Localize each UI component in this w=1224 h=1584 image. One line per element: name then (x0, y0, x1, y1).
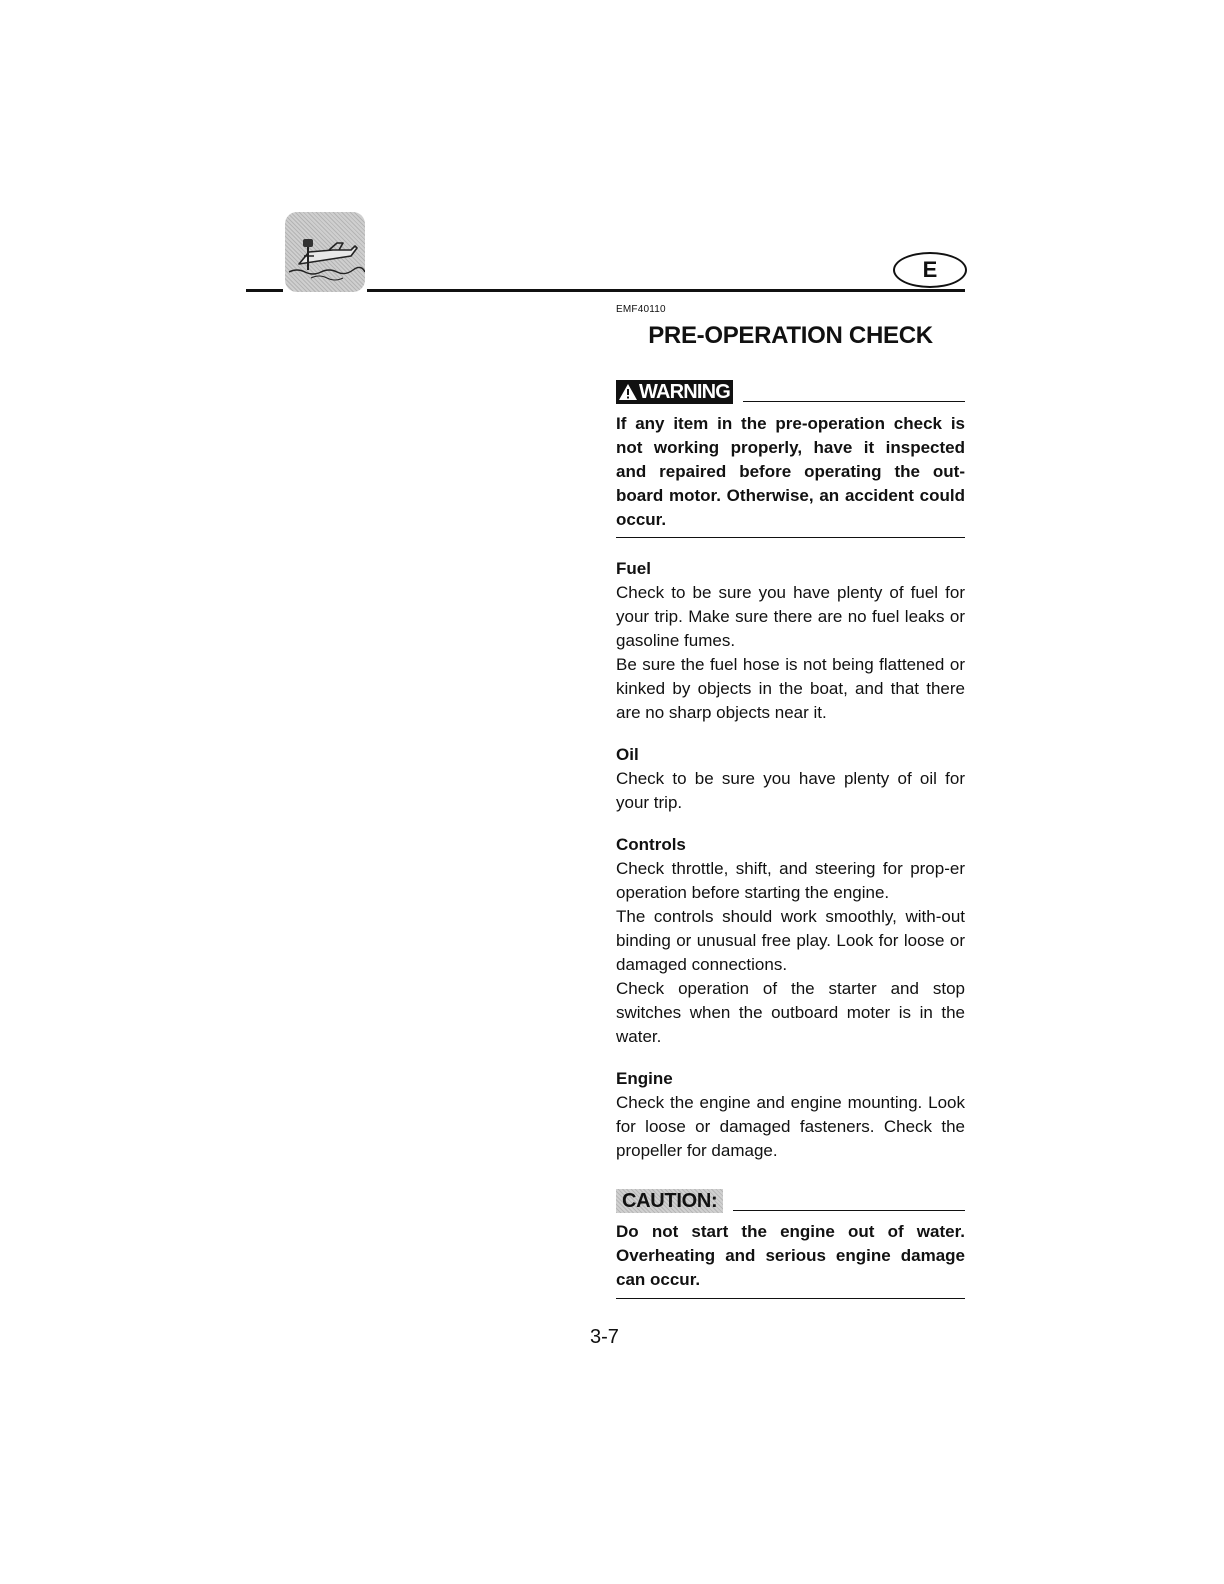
engine-paragraph: Check the engine and engine mounting. Look for loose or damaged fasteners. Check the propeller for damage. (616, 1093, 965, 1160)
section-heading-controls: Controls (616, 835, 686, 854)
caution-banner-line (733, 1210, 965, 1211)
caution-label: CAUTION: (616, 1189, 723, 1213)
page-title: PRE-OPERATION CHECK (648, 322, 933, 349)
page-number: 3-7 (590, 1326, 619, 1348)
warning-end-rule (616, 537, 965, 538)
reference-code: EMF40110 (616, 304, 666, 315)
warning-label (616, 380, 733, 404)
warning-banner-line (743, 401, 965, 402)
warning-triangle-icon (618, 383, 638, 401)
section-heading-fuel: Fuel (616, 559, 651, 578)
section-body-controls (616, 857, 965, 1049)
caution-end-rule (616, 1298, 965, 1299)
section-heading-engine: Engine (616, 1069, 673, 1088)
section-heading-oil: Oil (616, 745, 639, 764)
oil-paragraph: Check to be sure you have plenty of oil for your trip. (616, 769, 965, 812)
header-rule-left (246, 289, 283, 292)
controls-paragraph: Check throttle, shift, and steering for prop-er operation before starting the engine. (616, 859, 965, 902)
controls-paragraph: Check operation of the starter and stop switches when the outboard moter is in the water. (616, 979, 965, 1046)
caution-banner (616, 1189, 965, 1213)
section-body-engine (616, 1091, 965, 1163)
outboard-boat-icon (285, 212, 365, 292)
fuel-paragraph: Be sure the fuel hose is not being flattened or kinked by objects in the boat, and that there are no sharp objects near it. (616, 655, 965, 722)
controls-paragraph: The controls should work smoothly, with-out binding or unusual free play. Look for loose or damaged connections. (616, 907, 965, 974)
caution-text: Do not start the engine out of water. Overheating and serious engine damage can occur. (616, 1222, 965, 1289)
language-badge: E (893, 252, 967, 288)
header-rule (367, 289, 965, 292)
warning-banner (616, 380, 965, 404)
fuel-paragraph: Check to be sure you have plenty of fuel for your trip. Make sure there are no fuel leaks or gasoline fumes. (616, 583, 965, 650)
warning-text: If any item in the pre-operation check is not working properly, have it inspected and repaired before operating the out-board motor. Otherwise, an accident could occur. (616, 414, 965, 529)
warning-label-text: WARNING (639, 381, 731, 403)
section-body-oil (616, 767, 965, 815)
section-body-fuel (616, 581, 965, 725)
